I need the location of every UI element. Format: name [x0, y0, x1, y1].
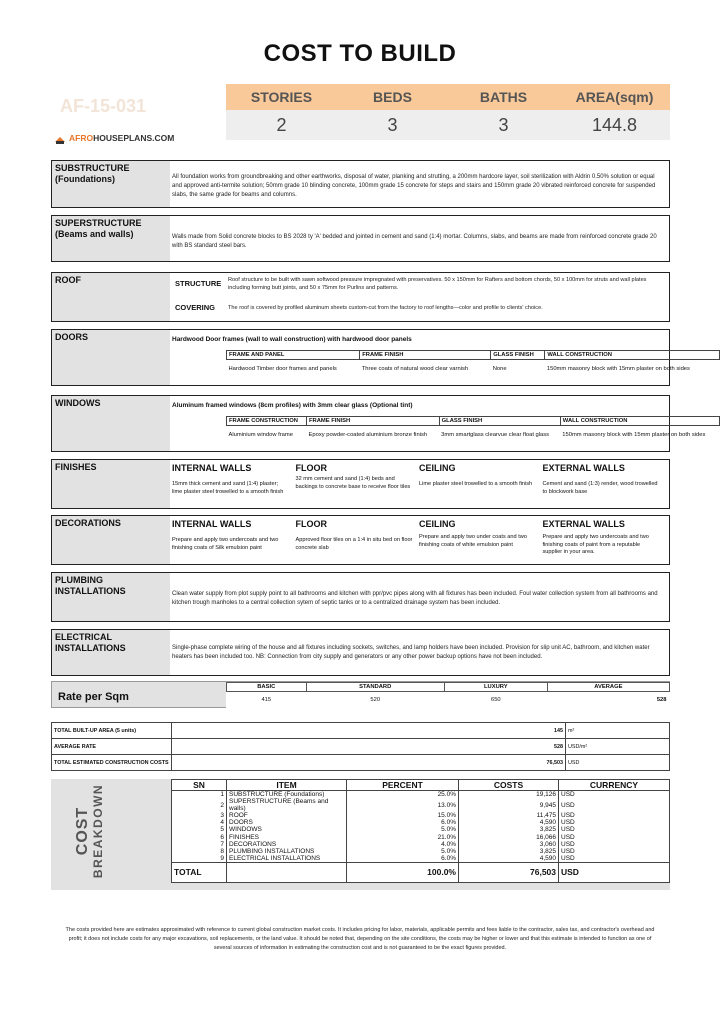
- column-text: Lime plaster steel trowelled to a smooth finish: [419, 481, 533, 487]
- column-heading: EXTERNAL WALLS: [542, 463, 625, 473]
- rate-per-sqm: [51, 681, 670, 708]
- section-label: SUPERSTRUCTURE (Beams and walls): [52, 216, 170, 261]
- section-plumbing: [51, 572, 670, 622]
- side-label-breakdown: BREAKDOWN: [91, 783, 105, 879]
- column-text: Prepare and apply two undercoats and two finishing coats of paint from a reputable supplier in your area.: [542, 534, 649, 555]
- total-label: AVERAGE RATE: [52, 739, 172, 755]
- section-text: Single-phase complete wiring of the house and all fixtures including sockets, switches, and lamp holders have been included. Provision for slip unit AC, bathroom, and kitchen water heaters has been included too. NB: Connection from city supply and generators or any other power backup options have not been included.: [172, 645, 650, 660]
- section-superstructure: [51, 215, 670, 262]
- cell-cost: 4,590: [459, 855, 559, 863]
- stat-header-beds: BEDS: [373, 89, 412, 105]
- column-heading: CEILING: [419, 463, 456, 473]
- cell-percent: 25.0%: [347, 791, 459, 799]
- cell-item: DECORATIONS: [227, 841, 347, 848]
- cell-sn: 4: [172, 819, 227, 826]
- col-header: WALL CONSTRUCTION: [545, 351, 720, 360]
- column-heading: CEILING: [419, 519, 456, 529]
- total-label: TOTAL BUILT-UP AREA (5 units): [52, 723, 172, 739]
- total-unit: m²: [566, 723, 670, 739]
- cell-item: FINISHES: [227, 834, 347, 841]
- stat-header-baths: BATHS: [479, 89, 528, 105]
- section-label: DOORS: [52, 330, 170, 385]
- totals-table: [51, 722, 670, 771]
- cell-sn: 6: [172, 834, 227, 841]
- col-header: GLASS FINISH: [491, 351, 545, 360]
- cell-cost: 3,825: [459, 826, 559, 833]
- cell-percent: 6.0%: [347, 819, 459, 826]
- cell-percent: 6.0%: [347, 855, 459, 863]
- col-header-item: ITEM: [227, 780, 347, 791]
- disclaimer-footer: The costs provided here are estimates approximated with reference to current global construction market costs. It includes pricing for labor, materials, applicable permits and fees liable to the contractor, sales tax, and contractor's overhead and profit; it does not include costs for any major excavations, soil replacements, or the land value. It should be noted that, depending on the site conditions, the costs may be higher or lower and that this estimate is intended to function as one of several sources of information in estimating the construction cost and is not guaranteed to be the exact figures provided.: [65, 927, 655, 951]
- cell-item: PLUMBING INSTALLATIONS: [227, 848, 347, 855]
- stat-header-stories: STORIES: [250, 89, 313, 105]
- cell-currency: USD: [559, 834, 670, 841]
- cell-currency: USD: [559, 848, 670, 855]
- section-label: WINDOWS: [52, 396, 170, 451]
- total-unit: USD: [566, 755, 670, 771]
- logo-text-afro: AFRO: [69, 133, 94, 143]
- cell-item: DOORS: [227, 819, 347, 826]
- col-header: FRAME AND PANEL: [227, 351, 360, 360]
- table-cell: Aluminium window frame: [228, 431, 293, 438]
- cost-breakdown: [51, 779, 670, 890]
- house-logo-icon: [55, 133, 66, 143]
- column-text: Cement and sand (1:3) render, wood trowelled to blockwork base: [542, 481, 658, 495]
- cell-sn: 2: [172, 798, 227, 812]
- logo-text-houseplans: HOUSEPLANS.COM: [93, 133, 175, 143]
- cell-percent: 5.0%: [347, 826, 459, 833]
- total-currency: USD: [559, 863, 670, 883]
- cell-currency: USD: [559, 819, 670, 826]
- roof-structure-text: Roof structure to be built with sawn softwood pressure impregnated with preservatives. 50 x 150mm for Rafters and bottom chords, 50 x 100mm for struts and wall plates including forming butt joints, and 50 x 75mm for Purlins and patterns.: [228, 277, 647, 291]
- col-header: FRAME FINISH: [360, 351, 491, 360]
- table-cell: Epoxy powder-coated aluminium bronze finish: [308, 431, 428, 438]
- total-value: 76,503: [172, 755, 566, 771]
- total-item: [227, 863, 347, 883]
- roof-covering-text: The roof is covered by profiled aluminum sheets custom-cut from the factory to roof lengths—color and profile to clients' choice.: [228, 305, 543, 311]
- section-label: ELECTRICAL INSTALLATIONS: [52, 630, 170, 675]
- section-finishes: [51, 459, 670, 509]
- cell-sn: 3: [172, 812, 227, 819]
- table-row: [172, 791, 670, 799]
- windows-table: [226, 416, 720, 445]
- side-label-cost: COST: [74, 806, 91, 856]
- cell-currency: USD: [559, 855, 670, 863]
- table-row: [172, 848, 670, 855]
- column-heading: EXTERNAL WALLS: [542, 519, 625, 529]
- cell-percent: 21.0%: [347, 834, 459, 841]
- cell-currency: USD: [559, 791, 670, 799]
- cell-currency: USD: [559, 826, 670, 833]
- total-unit: USD/m²: [566, 739, 670, 755]
- cell-currency: USD: [559, 812, 670, 819]
- cell-cost: 3,060: [459, 841, 559, 848]
- windows-heading: Aluminum framed windows (8cm profiles) with 3mm clear glass (Optional tint): [172, 402, 413, 409]
- stat-value-baths: 3: [498, 115, 509, 135]
- cell-item: SUPERSTRUCTURE (Beams and walls): [227, 798, 347, 812]
- section-windows: [51, 395, 706, 452]
- table-cell: 3mm smartglass clearvue clear float glass: [441, 431, 550, 438]
- col-header-sn: SN: [172, 780, 227, 791]
- total-row: [172, 863, 670, 883]
- rate-value: 520: [370, 696, 381, 703]
- col-header-percent: PERCENT: [347, 780, 459, 791]
- stat-header-area: AREA(sqm): [575, 89, 654, 105]
- rate-label: Rate per Sqm: [58, 691, 129, 703]
- table-row: [172, 826, 670, 833]
- table-row: [172, 812, 670, 819]
- column-text: Prepare and apply two under coats and two finishing coats of white emulsion paint: [419, 534, 527, 548]
- stat-value-stories: 2: [276, 115, 287, 135]
- table-cell: 150mm masonry block with 15mm plaster on both sides: [562, 431, 706, 438]
- total-value: 528: [172, 739, 566, 755]
- doors-heading: Hardwood Door frames (wall to wall construction) with hardwood door panels: [172, 336, 412, 343]
- col-header: FRAME FINISH: [307, 417, 440, 426]
- roof-structure-label: STRUCTURE: [175, 279, 222, 288]
- stat-value-area: 144.8: [591, 115, 638, 135]
- section-substructure: [51, 160, 670, 208]
- section-text: Walls made from Solid concrete blocks to BS 2028 ty 'A' bedded and jointed in cement and sand (1:4) mortar. Columns, slabs, and beams are made from reinforced concrete grade 20 with BS standard steel bars.: [172, 234, 657, 249]
- total-cost: 76,503: [459, 863, 559, 883]
- cell-cost: 11,475: [459, 812, 559, 819]
- cell-percent: 15.0%: [347, 812, 459, 819]
- section-roof: [51, 272, 670, 322]
- cell-cost: 4,590: [459, 819, 559, 826]
- section-text: All foundation works from groundbreaking and other earthworks, disposal of water, planking and strutting, a 200mm hardcore layer, soil sterilization with Aldrin 0.50% solution or equal and approved anti-termite solution; 50mm grade 10 blinding concrete, 100mm grade 15 concrete for steps and stairs and 150mm grade 20 vibrated reinforced concrete for suspended slabs, the same grade for beams and columns.: [172, 174, 656, 198]
- column-text: Approved floor tiles on a 1:4 in situ bed on floor concrete slab: [295, 537, 413, 551]
- col-header-currency: CURRENCY: [559, 780, 670, 791]
- column-heading: FLOOR: [295, 519, 327, 529]
- cell-item: SUBSTRUCTURE (Foundations): [227, 791, 347, 799]
- cell-sn: 5: [172, 826, 227, 833]
- decorations-grid: [172, 519, 666, 557]
- table-row: [172, 819, 670, 826]
- table-row: [52, 739, 670, 755]
- total-percent: 100.0%: [347, 863, 459, 883]
- plan-code: AF-15-031: [60, 96, 147, 116]
- cell-percent: 4.0%: [347, 841, 459, 848]
- rate-value: 415: [261, 696, 272, 703]
- section-decorations: [51, 515, 670, 565]
- section-text: Clean water supply from plot supply point to all bathrooms and kitchen with ppr/pvc pipes along with all fixtures has been included. Foul water collection system from all bathrooms and kitchen trough manholes to a central collection sytem of septic tanks or to a centralized drainage system has been included.: [172, 591, 658, 606]
- rate-header: STANDARD: [306, 683, 444, 692]
- column-text: Prepare and apply two undercoats and two finishing coats of Silk emulsion paint: [172, 537, 279, 551]
- total-value: 145: [172, 723, 566, 739]
- stat-value-beds: 3: [387, 115, 398, 135]
- section-label: FINISHES: [52, 460, 170, 508]
- total-label: TOTAL ESTIMATED CONSTRUCTION COSTS: [52, 755, 172, 771]
- page-title: COST TO BUILD: [263, 40, 457, 67]
- section-label: DECORATIONS: [52, 516, 170, 564]
- cell-item: ROOF: [227, 812, 347, 819]
- cell-percent: 5.0%: [347, 848, 459, 855]
- doors-table: [226, 350, 720, 379]
- rate-header: LUXURY: [444, 683, 547, 692]
- table-row: [52, 755, 670, 771]
- column-heading: INTERNAL WALLS: [172, 519, 252, 529]
- table-cell: Hardwood Timber door frames and panels: [228, 365, 337, 372]
- rate-value-average: 528: [656, 696, 667, 703]
- stats-summary: [226, 84, 670, 140]
- cell-sn: 9: [172, 855, 227, 863]
- cell-cost: 3,825: [459, 848, 559, 855]
- table-row: [172, 834, 670, 841]
- column-text: 32 mm cement and sand (1:4) beds and backings to concrete base to receive floor tiles: [295, 476, 411, 490]
- section-label: ROOF: [52, 273, 170, 321]
- col-header: FRAME CONSTRUCTION: [227, 417, 307, 426]
- breakdown-side-label: [75, 783, 105, 879]
- table-cell: 150mm masonry block with 15mm plaster on both sides: [546, 365, 690, 372]
- cell-cost: 19,126: [459, 791, 559, 799]
- table-row: [172, 798, 670, 812]
- col-header: WALL CONSTRUCTION: [560, 417, 719, 426]
- cell-cost: 9,945: [459, 798, 559, 812]
- table-cell: Three coats of natural wood clear varnish: [361, 365, 469, 372]
- rate-header: AVERAGE: [547, 683, 669, 692]
- cell-currency: USD: [559, 798, 670, 812]
- breakdown-table: [171, 779, 670, 883]
- section-electrical: [51, 629, 670, 676]
- section-label: SUBSTRUCTURE (Foundations): [52, 161, 170, 207]
- cell-item: ELECTRICAL INSTALLATIONS: [227, 855, 347, 863]
- col-header: GLASS FINISH: [439, 417, 560, 426]
- cell-sn: 7: [172, 841, 227, 848]
- column-heading: FLOOR: [295, 463, 327, 473]
- section-label: PLUMBING INSTALLATIONS: [52, 573, 170, 621]
- roof-covering-label: COVERING: [175, 303, 216, 312]
- cell-item: WINDOWS: [227, 826, 347, 833]
- table-row: [172, 841, 670, 848]
- total-label: TOTAL: [172, 863, 227, 883]
- table-row: [172, 855, 670, 863]
- col-header-costs: COSTS: [459, 780, 559, 791]
- section-doors: [51, 329, 690, 386]
- table-cell: None: [492, 365, 507, 372]
- finishes-grid: [172, 463, 666, 496]
- rate-table: [226, 682, 670, 708]
- column-heading: INTERNAL WALLS: [172, 463, 252, 473]
- cell-percent: 13.0%: [347, 798, 459, 812]
- rate-header: BASIC: [227, 683, 307, 692]
- brand-logo[interactable]: [55, 133, 174, 143]
- rate-value: 650: [490, 696, 501, 703]
- cell-currency: USD: [559, 841, 670, 848]
- cell-sn: 1: [172, 791, 227, 799]
- cell-cost: 16,066: [459, 834, 559, 841]
- cell-sn: 8: [172, 848, 227, 855]
- column-text: 15mm thick cement and sand (1:4) plaster; lime plaster steel trowelled to a smooth finish: [172, 481, 284, 495]
- table-row: [52, 723, 670, 739]
